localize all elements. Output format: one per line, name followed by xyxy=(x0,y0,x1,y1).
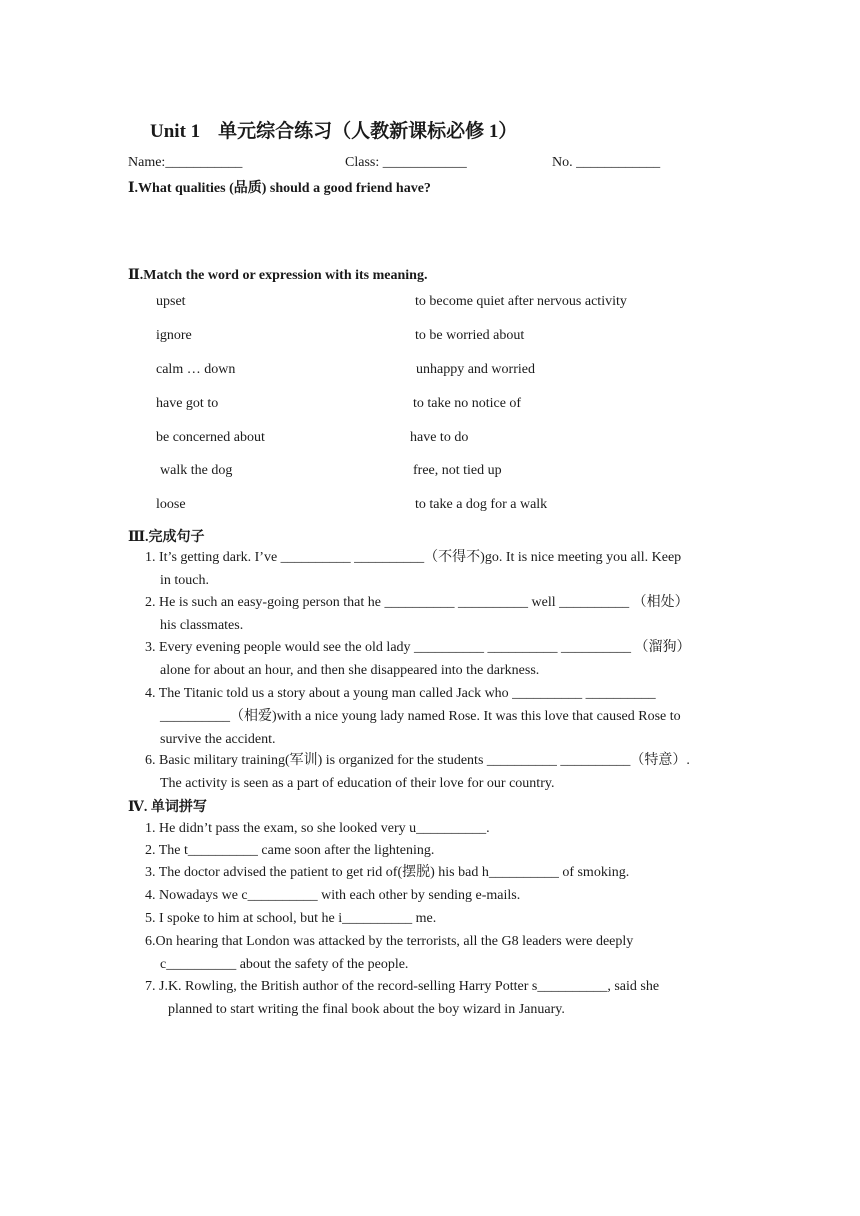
spelling-line: 5. I spoke to him at school, but he i__________ me. xyxy=(145,911,437,926)
class-field: Class: ____________ xyxy=(345,155,467,170)
spelling-item xyxy=(145,861,733,884)
match-word: ignore xyxy=(156,328,192,343)
title-text: 单元综合练习（人教新课标必修 1） xyxy=(218,121,518,142)
sentence-line: __________（相爱)with a nice young lady named Rose. It was this love that caused Rose to xyxy=(160,709,681,724)
page-title xyxy=(150,116,517,143)
name-field: Name:___________ xyxy=(128,155,243,170)
spelling-line: c__________ about the safety of the people. xyxy=(160,957,409,972)
match-word: loose xyxy=(156,497,186,512)
sentence-item xyxy=(145,591,733,637)
spelling-line: 6.On hearing that London was attacked by the terrorists, all the G8 leaders were deeply xyxy=(145,934,634,949)
sentence-item xyxy=(145,749,733,795)
sentence-line: 1. It’s getting dark. I’ve __________ __________（不得不)go. It is nice meeting you all. Keep xyxy=(145,550,682,565)
match-meaning: unhappy and worried xyxy=(416,362,535,377)
match-word: upset xyxy=(156,294,186,309)
spelling-item xyxy=(145,930,733,976)
sentence-item xyxy=(145,636,733,682)
spelling-item xyxy=(145,839,733,862)
sentence-line: alone for about an hour, and then she disappeared into the darkness. xyxy=(160,663,540,678)
spelling-item xyxy=(145,817,733,840)
sentence-item xyxy=(145,682,733,751)
sentence-line: 3. Every evening people would see the old lady __________ __________ __________ （溜狗） xyxy=(145,640,691,655)
sentence-line: 2. He is such an easy-going person that he __________ __________ well __________ （相处） xyxy=(145,595,689,610)
sentence-line: The activity is seen as a part of education of their love for our country. xyxy=(160,776,555,791)
section1-heading: Ⅰ.What qualities (品质) should a good friend have? xyxy=(128,181,431,196)
spelling-line: 3. The doctor advised the patient to get rid of(摆脱) his bad h__________ of smoking. xyxy=(145,865,630,880)
match-meaning: to take a dog for a walk xyxy=(415,497,548,512)
sentence-item xyxy=(145,546,733,592)
spelling-line: 1. He didn’t pass the exam, so she looked very u__________. xyxy=(145,821,490,836)
match-word: have got to xyxy=(156,396,219,411)
spelling-item xyxy=(145,975,733,1021)
sentence-line: survive the accident. xyxy=(160,732,276,747)
unit-label: Unit 1 xyxy=(150,121,201,142)
spelling-line: 2. The t__________ came soon after the lightening. xyxy=(145,843,435,858)
section2-heading: Ⅱ.Match the word or expression with its meaning. xyxy=(128,268,428,283)
spelling-line: planned to start writing the final book about the boy wizard in January. xyxy=(168,1002,565,1017)
spelling-item xyxy=(145,884,733,907)
match-meaning: have to do xyxy=(410,430,469,445)
match-meaning: to be worried about xyxy=(415,328,525,343)
match-word: be concerned about xyxy=(156,430,265,445)
sentence-line: 4. The Titanic told us a story about a young man called Jack who __________ __________ xyxy=(145,686,656,701)
spelling-line: 4. Nowadays we c__________ with each other by sending e-mails. xyxy=(145,888,521,903)
section3-heading: Ⅲ.完成句子 xyxy=(128,530,205,545)
section4-heading: Ⅳ. 单词拼写 xyxy=(128,800,207,815)
sentence-line: 6. Basic military training(军训) is organized for the students __________ __________（特意）. xyxy=(145,753,690,768)
sentence-line: in touch. xyxy=(160,573,209,588)
sentence-line: his classmates. xyxy=(160,618,244,633)
match-word: calm … down xyxy=(156,362,236,377)
match-meaning: free, not tied up xyxy=(413,463,502,478)
number-field: No. ____________ xyxy=(552,155,661,170)
match-meaning: to take no notice of xyxy=(413,396,522,411)
spelling-item xyxy=(145,907,733,930)
match-meaning: to become quiet after nervous activity xyxy=(415,294,627,309)
spelling-line: 7. J.K. Rowling, the British author of the record-selling Harry Potter s__________, said she xyxy=(145,979,660,994)
match-word: walk the dog xyxy=(160,463,233,478)
